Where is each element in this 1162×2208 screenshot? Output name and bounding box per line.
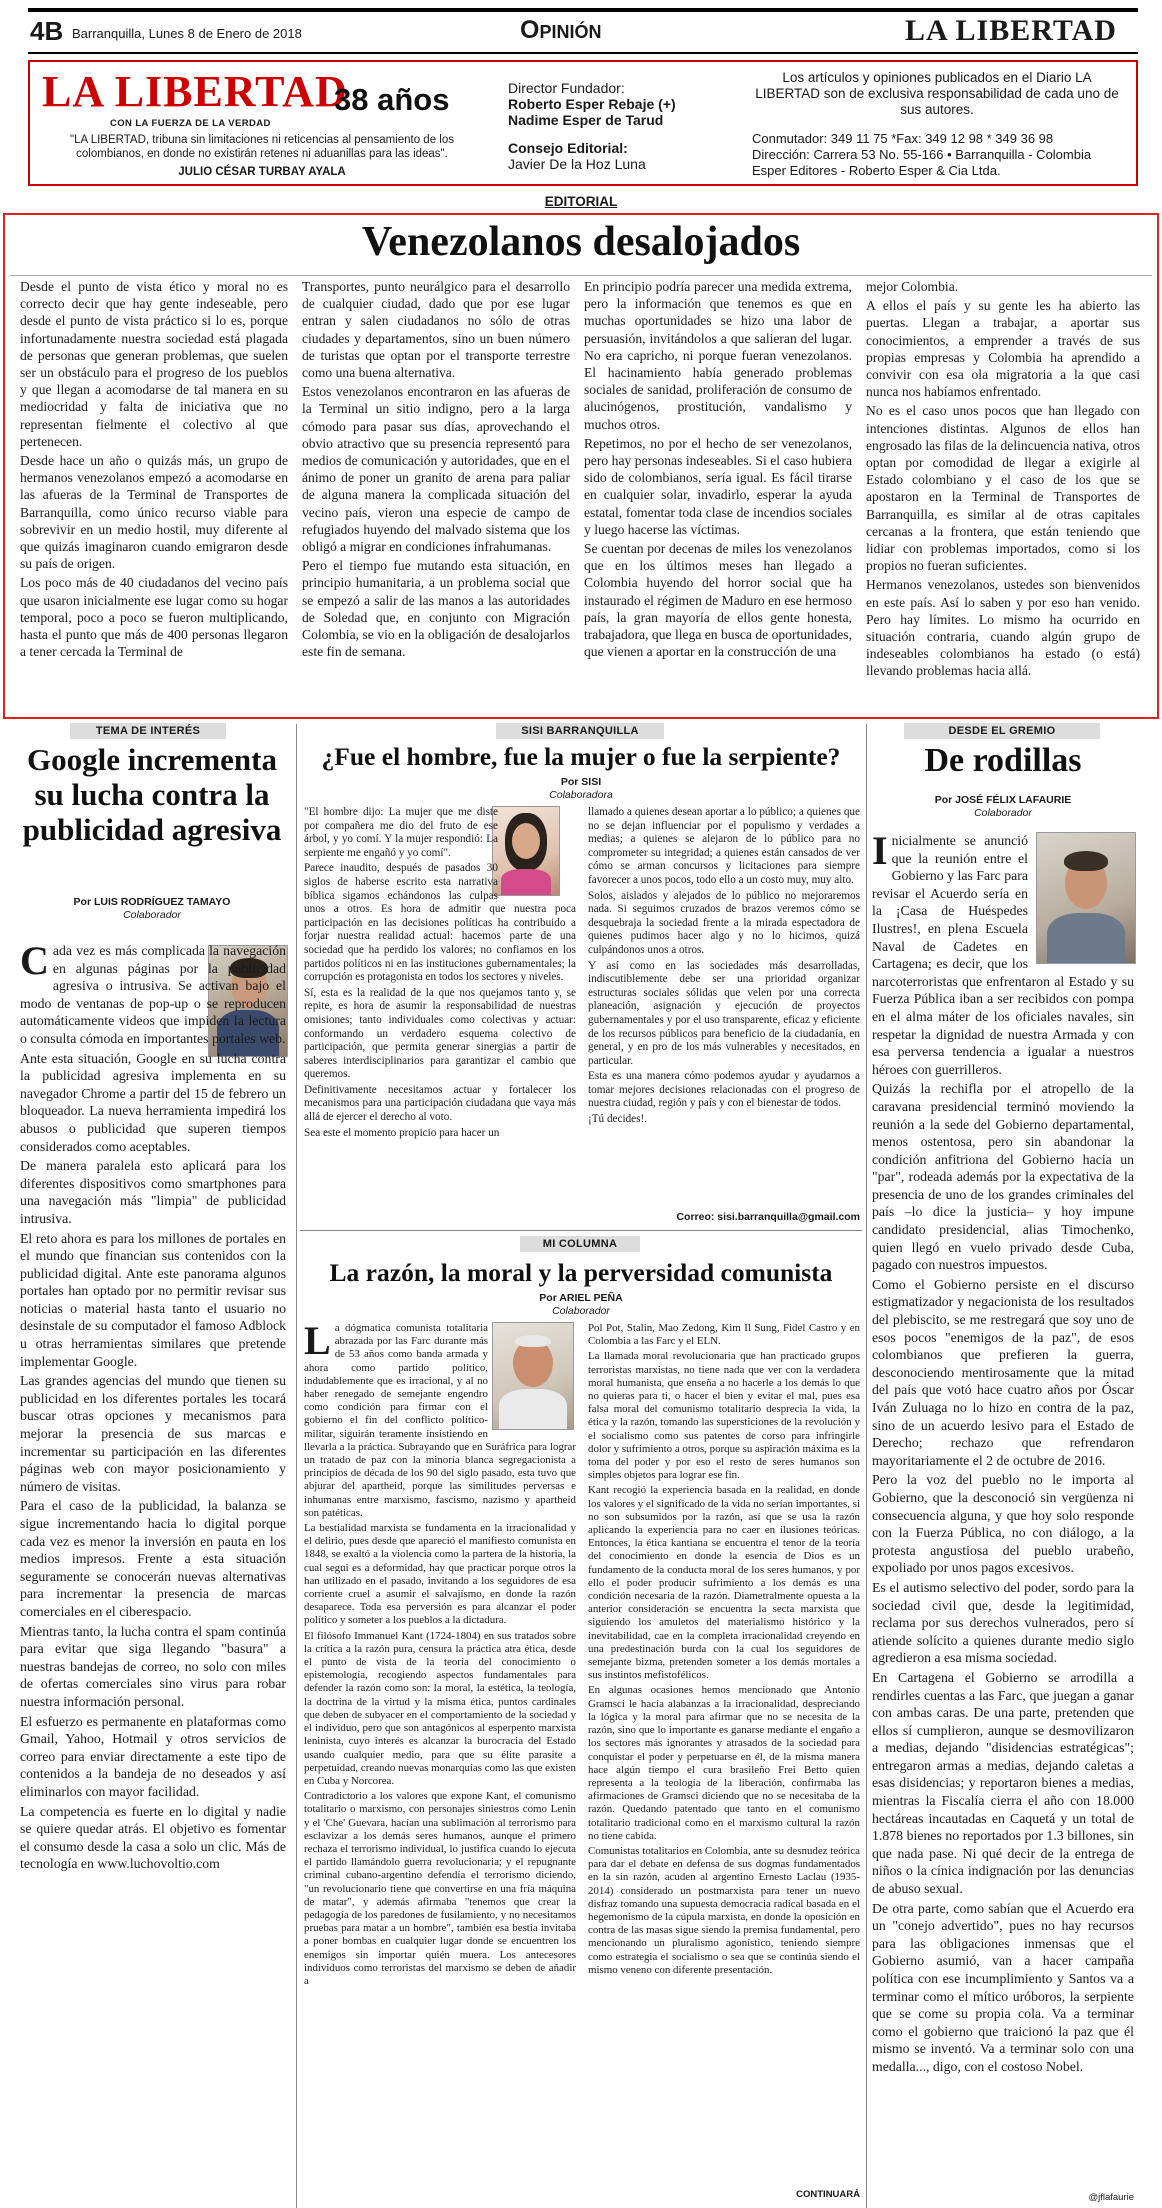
rodillas-tag: DESDE EL GREMIO bbox=[904, 723, 1100, 739]
editorial-paragraph: Se cuentan por decenas de miles los venezolanos que en los últimos meses han llegado a Colombia huyendo del horror social que ha instaurado el régimen de Maduro en ese hermoso país, la gran mayoría de ellos gente honesta, trabajadora, que llega en busca de oportunidades, que vienen a aportar en la construcción de una bbox=[584, 541, 852, 660]
editorial-column-2 bbox=[302, 278, 570, 712]
sisi-author: Por SISI bbox=[560, 776, 602, 788]
comunista-paragraph: a dógmatica comunista totalitaria abrazada por las Farc durante más de 53 años como banda armada y ahora como partido político, indudablemente que es irracional, y al no haber renegado de semejante engendro como condición para firmar con el gobierno el fin del conflicto político-militar, siguirán teramente insistiendo en llevarla a la práctica. Subrayando que en Suráfrica para lograr un tratado de paz con la minoría blanca segregacionista a principios de década de los 90 del siglo pasado, esta tuvo que abjurar del apartheid, porque las similitudes perversas e inhumanas entre marxismo, fascismo, nazismo y apartheid son patéticas. bbox=[304, 1322, 576, 1519]
address: Dirección: Carrera 53 No. 55-166 • Barranquilla - Colombia bbox=[752, 147, 1092, 162]
sisi-paragraph: Sí, esta es la realidad de la que nos quejamos tanto y, se repite, es hora de asumir la responsabilidad de nuestras omisiones; tanto individuales como colectivas y actuar: conformando un verdadero esquema colectivo de participación, que permita generar sinergias a partir de saberes interdisciplinarios para garantizar el cambio que queremos. bbox=[304, 986, 576, 1081]
sisi-paragraph: Definitivamente necesitamos actuar y fortalecer los mecanismos para una participación ciudadana que vaya más allá de ejercer el derecho al voto. bbox=[304, 1083, 576, 1124]
editorial-label: EDITORIAL bbox=[544, 194, 618, 209]
editorial-paragraph: mejor Colombia. bbox=[866, 279, 959, 294]
rodillas-author: Por JOSÉ FÉLIX LAFAURIE bbox=[934, 794, 1072, 806]
rodillas-handle: @jflafaurie bbox=[1088, 2192, 1134, 2203]
masthead-logo: LA LIBERTAD bbox=[42, 67, 348, 116]
masthead-quote-author: JULIO CÉSAR TURBAY AYALA bbox=[178, 166, 346, 178]
sisi-paragraph: Sea este el momento propicio para hacer un bbox=[304, 1126, 500, 1139]
google-paragraph: Para el caso de la publicidad, la balanza se sigue incrementando hacia lo digital porque cada vez es menor la inversión en pauta en los medios impresos. Frente a esta situación seguramente se conocerán nuevas alternativas para incrementar la presencia de marcas comerciales en el ciberespacio. bbox=[20, 1498, 286, 1619]
google-author: Por LUIS RODRÍGUEZ TAMAYO bbox=[73, 896, 231, 908]
google-role: Colaborador bbox=[123, 909, 181, 921]
comunista-paragraph: El filósofo Immanuel Kant (1724-1804) en sus tratados sobre la crítica a la razón pura, censura la práctica atra ética, desde el punto de vista de la teoría del conocimiento o epistemología, recogiendo aspectos fundamentales para defender la razón como son: la moral, la estética, la teología, la doctrina de la virtud y la misma ética, puntos cardinales que deben de subyacer en el comportamiento de la sociedad y el individuo, pero que son antagónicos al esperpento marxista leninista, cuyo interés es alcanzar la burocracia del Estado usando cualquier medio, para que su élite parasite a perpetuidad, creando nuevas monarquías como las que existen en Cuba y Norcorea. bbox=[304, 1629, 576, 1787]
comunista-paragraph: En algunas ocasiones hemos mencionado que Antonio Gramsci le hacía alabanzas a la irracionalidad, despreciando la lógica y la moral para afirmar que no se necesita de la razón, sino que lo importante es ganarse mediante el engaño a los sectores más ignorantes y atrasados de la sociedad para conquistar el poder y perpetuarse en él, de la misma manera hace algún tiempo el cura brasileño Frei Betto quien representa a la teología de la liberación, confirmaba las afirmaciones de Gramsci diciendo que no se necesitaba de la razón. Quedando patentado que tanto en el comunismo totalitario tradicional como en el marxismo cultural la razón no tiene cabida. bbox=[588, 1684, 860, 1842]
header-rule bbox=[28, 52, 1138, 54]
column-divider-left bbox=[296, 724, 297, 2208]
sisi-paragraph: llamado a quienes desean aportar a lo público; a quienes que no se dejan influenciar por el populismo y verdades a medias; a quienes se alejaron de lo público para no comprometer su integridad; a quienes están cansados de ver cómo se arman concursos y licitaciones para siempre favorecer a unos pocos, todo ello a un costo muy, muy alto. bbox=[588, 806, 860, 886]
editorial-paragraph: Desde el punto de vista ético y moral no es correcto decir que hay gente indeseable, pero desde el punto de vista práctico si lo es, porque infortunadamente nuestra sociedad está plagada de personas que generan problemas, que suelen ser un obstáculo para el progreso de los pueblos y que llegan a acomodarse de tal manera en su mediocridad y falta de iniciativa que no representan fielmente el colectivo al que pertenecen. bbox=[20, 279, 288, 449]
masthead-slogan: CON LA FUERZA DE LA VERDAD bbox=[110, 118, 271, 129]
editorial-paragraph: Estos venezolanos encontraron en las afueras de la Terminal un sitio indigno, pero a la larga cómodo para pasar sus días, aprovechando el obvio atractivo que su presencia representó para medios de comunicación y autoridades, que en el ánimo de poner un granito de arena para paliar de alguna manera la complicada situación del vecino país, vieron una especie de campo de refugiados huyendo del malvado sistema que los obligó a migrar en condiciones infrahumanas. bbox=[302, 384, 570, 555]
google-paragraph: El esfuerzo es permanente en plataformas como Gmail, Yahoo, Hotmail y otros servicios de correo para enviar directamente a este tipo de contenidos a la bandeja de no deseados y así eliminarlos con mayor facilidad. bbox=[20, 1713, 286, 1799]
editorial-paragraph: Desde hace un año o quizás más, un grupo de hermanos venezolanos empezó a acomodarse en las afueras de la Terminal de Transportes de Barranquilla, como único recurso viable para sobrevivir en un medio hostil, muy diferente al que quizás imaginaron cuando emigraron desde su país de origen. bbox=[20, 453, 288, 572]
center-divider bbox=[300, 1230, 862, 1231]
rodillas-title: De rodillas bbox=[924, 742, 1082, 779]
sisi-tag: SISI BARRANQUILLA bbox=[496, 723, 664, 739]
google-body bbox=[20, 942, 286, 2202]
google-paragraph: De manera paralela esto aplicará para los diferentes dispositivos como smartphones para una navegación más "limpia" de publicidad intrusiva. bbox=[20, 1158, 286, 1226]
section-name: Opinión bbox=[520, 16, 602, 44]
director-name-1: Roberto Esper Rebaje (+) bbox=[508, 96, 676, 112]
google-paragraph: La competencia es fuerte en lo digital y nadie se quiere quedar atrás. El objetivo es fomentar el consumo desde la casa a solo un clic. Más de tecnología en www.luchovoltio.com bbox=[20, 1803, 286, 1872]
director-name-2: Nadime Esper de Tarud bbox=[508, 112, 664, 128]
sisi-column-1 bbox=[304, 806, 576, 1226]
rodillas-paragraph: nicialmente se anunció que la reunión entre el Gobierno y las Farc para revisar el Acuerdo sería en la ¡Casa de Huéspedes Ilustres!, en plena Escuela Naval de Cadetes en Cartagena; es decir, que los narcoterroristas que enfrentaron al Estado y su Fuerza Pública iban a ser recibidos con pompa en el alma máter de los oficiales navales, sin respetar la dignidad de nuestra Armada y con esa perversa tendencia a igualar a nuestros héroes con guerrilleros. bbox=[872, 833, 1134, 1077]
sisi-role: Colaboradora bbox=[549, 789, 613, 801]
sisi-paragraph: Esta es una manera cómo podemos ayudar y ayudarnos a tomar mejores decisiones relacionadas con el progreso de nuestra ciudad, región y país y con el bienestar de todos. bbox=[588, 1070, 860, 1110]
paper-name: LA LIBERTAD bbox=[905, 14, 1117, 47]
sisi-paragraph: Solos, aislados y alejados de lo público no mejoraremos nada. Si seguimos cruzados de brazos veremos cómo se desquebraja la sociedad frente a la mirada espectadora de quienes pudimos hacer algo y no lo hicimos, quizá culpándonos unos a otros. bbox=[588, 889, 860, 956]
editorial-column-1 bbox=[20, 278, 288, 712]
editorial-paragraph: Pero el tiempo fue mutando esta situación, en principio humanitaria, a un problema social que se empezó a salir de las manos a las autoridades de Soledad que, en conjunto con Migración Colombia, se vio en la obligación de desalojarlos este fin de semana. bbox=[302, 558, 570, 660]
switchboard: Conmutador: 349 11 75 *Fax: 349 12 98 * 349 36 98 bbox=[752, 131, 1054, 146]
google-paragraph: Ante esta situación, Google en su lucha contra la publicidad agresiva implementa en su navegador Chrome a partir del 15 de febrero un bloqueador. La nueva herramienta impedirá los abusos o publicidad que superen tiempos considerados como aceptables. bbox=[20, 1050, 286, 1154]
comunista-title: La razón, la moral y la perversidad comunista bbox=[329, 1258, 833, 1287]
google-paragraph: Las grandes agencias del mundo que tienen su publicidad en los diferentes portales les tocará buscar otras opciones y mecanismos para mejorar la presencia de sus marcas e incrementar su participación en las diferentes páginas web con mayor posicionamiento y número de visitas. bbox=[20, 1373, 286, 1494]
masthead-years: 38 años bbox=[334, 82, 450, 117]
google-tag: TEMA DE INTERÉS bbox=[70, 723, 226, 739]
google-paragraph: El reto ahora es para los millones de portales en el mundo que financian sus contenidos con la publicidad digital. Ante este panorama algunos portales han optado por no permitir revisar sus noticias o material hasta tanto el usuario no desinstale de su computador el famoso Adblock u otras herramientas similares que pretende implementar Google. bbox=[20, 1230, 286, 1369]
sisi-title: ¿Fue el hombre, fue la mujer o fue la serpiente? bbox=[321, 742, 841, 771]
comunista-tag: MI COLUMNA bbox=[520, 1236, 640, 1252]
rodillas-role: Colaborador bbox=[974, 807, 1032, 819]
editorial-column-4 bbox=[866, 278, 1140, 712]
rodillas-paragraph: Como el Gobierno persiste en el discurso estigmatizador y negacionista de los resultados del plebiscito, se me restregará que soy uno de esos pocos "enemigos de la paz", de esos colombianos que prefieren la guerra, desconociendo mentirosamente que la mitad del país que votó hace cuatro años por Óscar Iván Zuluaga no lo hizo en contra de la paz, sino de un acuerdo lesivo para el Estado de Derecho; rechazo que refrendaron mayoritariamente el 2 de octubre de 2016. bbox=[872, 1276, 1134, 1468]
google-title: Google incrementa su lucha contra la publicidad agresiva bbox=[22, 742, 282, 847]
council-label: Consejo Editorial: bbox=[508, 140, 628, 156]
top-rule bbox=[28, 8, 1138, 12]
comunista-role: Colaborador bbox=[552, 1305, 610, 1317]
google-dropcap: C bbox=[20, 942, 49, 983]
comunista-paragraph: La llamada moral revolucionaria que han practicado grupos terroristas marxistas, no tiene nada que ver con la verdadera moral humanista, que enseña a no hacerle a los demás lo que no quieras para ti, o hacer el bien y evitar el mal, pues esa falsa moral del comunismo totalitario desprecia la vida, la ética y la razón, tomando las supersticiones de la revolución y el socialismo como sus patentes de corso para infringirle dolor y sufrimiento a otros, porque su aspiración máxima es la toma del poder y por eso el resto de seres humanos son simples objetos para lograr ese fin. bbox=[588, 1350, 860, 1482]
sisi-column-2 bbox=[588, 806, 860, 1210]
sisi-paragraph: "El hombre dijo: La mujer que me diste por compañera me dio del fruto de ese árbol, y yo comí. Y la mujer respondió: La serpiente me engañó y yo comí". bbox=[304, 806, 498, 859]
comunista-column-1 bbox=[304, 1322, 576, 2202]
comunista-paragraph: Comunistas totalitarios en Colombia, ante su desnudez teórica para dar el debate en defensa de sus dogmas fundamentados en la sin razón, acuden al argentino Ernesto Laclau (1935-2014) considerado un postmarxista para tener un nuevo disfraz tomando una supuesta democracia radical basada en el hegemonismo de la cúpula marxista, en donde la oposición en contra de las masas sigue siendo la premisa fundamental, pero mencionando un pluralismo agonístico, teniendo siempre como estrategia el socialismo o sea que se continúa siendo el mismo veneno con diferente presentación. bbox=[588, 1844, 860, 1976]
page-number: 4B bbox=[30, 16, 64, 46]
editorial-paragraph: Los poco más de 40 ciudadanos del vecino país que usaron inicialmente ese lugar como su hogar temporal, poco a poco se fueron multiplicando, hasta el punto que más de 400 personas llegaron a tener cercada la Terminal de bbox=[20, 575, 288, 660]
editorial-paragraph: En principio podría parecer una medida extrema, pero la información que tenemos es que en muchas oportunidades se hizo una labor de persuasión, invitándolos a que salieran del lugar. No era capricho, ni porque fueran venezolanos. El hacinamiento había generado problemas sociales de sanidad, proliferación de consumo de alucinógenos, prostitución, vandalismo y muchos otros. bbox=[584, 279, 852, 432]
sisi-paragraph: Y así como en las sociedades más desarrolladas, indiscutiblemente debe ser una prioridad organizar estructuras sociales sólidas que velen por una correcta planeación, asignación y ejecución de proyectos gubernamentales y por el uso transparente, eficaz y eficiente de los recursos públicos para beneficio de la ciudadanía, en general, y en pro de los más vulnerables y necesitados, en particular. bbox=[588, 959, 860, 1067]
comunista-author: Por ARIEL PEÑA bbox=[539, 1292, 623, 1304]
continue-label: CONTINUARÁ bbox=[796, 2189, 860, 2200]
editorial-title-rule bbox=[10, 275, 1152, 276]
editorial-paragraph: Transportes, punto neurálgico para el desarrollo de cualquier ciudad, dado que por ese lugar entran y salen ciudadanos no sólo de otras ciudades y departamentos, sino un buen número de turistas que optan por el transporte terrestre como una buena alternativa. bbox=[302, 279, 570, 381]
rodillas-paragraph: Es el autismo selectivo del poder, sordo para la sociedad civil que, desde la legitimidad, reclama por sus derechos vulnerados, pero sí atiende solícito a quienes durante medio siglo agredieron a esa misma sociedad. bbox=[872, 1579, 1134, 1666]
rodillas-dropcap: I bbox=[872, 832, 888, 873]
rodillas-paragraph: Quizás la rechifla por el atropello de la caravana presidencial terminó moviendo la reunión a la sede del Gobierno departamental, menos ostentosa, pero sin abandonar la condición anfitriona del Gobierno hacia un "par", rodeada además por la expectativa de la presencia de uno de los grandes criminales del país –lo dice la justicia– y hoy impune candidato presidencial, alias Timochenko, quien llegó en vuelo privado desde Cuba, pagado con nuestros impuestos. bbox=[872, 1081, 1134, 1273]
editorial-paragraph: A ellos el país y su gente les ha abierto las puertas. Llegan a trabajar, a aportar sus conocimientos, a emprender a través de sus propias empresas y Colombia ha aprendido a convivir con esa ola migratoria a la que casi nunca nos habíamos enfrentado. bbox=[866, 298, 1140, 400]
sisi-email: Correo: sisi.barranquilla@gmail.com bbox=[676, 1211, 860, 1223]
google-paragraph: Mientras tanto, la lucha contra el spam continúa para evitar que siga llegando "basura" a nuestras bandejas de correo, no solo con miles de ofertas comerciales sino virus para robar nuestra información personal. bbox=[20, 1623, 286, 1709]
publisher: Esper Editores - Roberto Esper & Cia Ltda. bbox=[752, 163, 1001, 178]
editorial-column-3 bbox=[584, 278, 852, 712]
editorial-paragraph: Hermanos venezolanos, ustedes son bienvenidos en este país. Así lo saben y por eso han venido. Pero hay límites. Lo mismo ha ocurrido en situación contraria, cuando algún grupo de indeseables colombianos ha estado (o está) llevando problemas hacia allá. bbox=[866, 577, 1140, 679]
sisi-paragraph: ¡Tú decides!. bbox=[588, 1113, 648, 1126]
disclaimer: Los artículos y opiniones publicados en el Diario LA LIBERTAD son de exclusiva responsabilidad de cada uno de sus autores. bbox=[755, 70, 1119, 117]
masthead-quote: "LA LIBERTAD, tribuna sin limitaciones ni reticencias al pensamiento de los colombianos, en donde no existirán retenes ni aduanillas para las ideas". bbox=[70, 134, 454, 160]
comunista-paragraph: Contradictorio a los valores que expone Kant, el comunismo totalitario o marxismo, con personajes siniestros como Lenin y el 'Che' Guevara, hacían una sublimación al terrorismo para esclavizar a los demás seres humanos, aunque el primero rechaza el terrorismo individual, lo justifica cuando lo ejecuta el partido llamándolo guerra revolucionaria; y el repugnante criminal cubano-argentino defendía el terrorismo diciendo, "un revolucionario tiene que convertirse en una fría máquina de matar", y además afirmaba "tenemos que crear la pedagogía de los paredones de fusilamiento, y no necesitamos pruebas para matar a un hombre", también esa bestia invitaba a poner bombas en cualquier lugar donde se encuentren los enemigos sin importar quién muera. Los antecesores individuos como terroristas del marxismo se deben de añadir a bbox=[304, 1790, 576, 1987]
comunista-paragraph: Pol Pot, Stalin, Mao Zedong, Kim Il Sung, Fidel Castro y en Colombia a las Farc y el ELN. bbox=[588, 1322, 860, 1348]
rodillas-paragraph: Pero la voz del pueblo no le importa al Gobierno, que la desconoció sin vergüenza ni consecuencia alguna, y que hoy solo responde con la Fuerza Pública, no con diálogo, a la protesta angustiosa del pueblo urabeño, expoliado por unos pagos excesivos. bbox=[872, 1472, 1134, 1576]
comunista-dropcap: L bbox=[304, 1322, 331, 1363]
editorial-paragraph: Repetimos, no por el hecho de ser venezolanos, pero hay personas indeseables. Si el caso hubiera sido de colombianos, sería igual. Es fácil tirarse en cualquier solar, invadirlo, esperar la ayuda estatal, fomentar toda clase de incendios sociales y luego hacerse las víctimas. bbox=[584, 435, 852, 537]
dateline: Barranquilla, Lunes 8 de Enero de 2018 bbox=[72, 26, 302, 41]
council-name: Javier De la Hoz Luna bbox=[508, 156, 646, 172]
rodillas-paragraph: De otra parte, como sabían que el Acuerdo era un "conejo advertido", pues no hay recursos para las obligaciones inmensas que el Gobierno asumió, van a hacer campaña política con ese incumplimiento y Santos va a terminar como el mítico uróboros, la serpiente que se come su propia cola. Va a terminar como el gobierno que traicionó la paz que él mismo se inventó. Va a terminar solo con una medalla..., digo, con el costoso Nobel. bbox=[872, 1900, 1134, 2074]
editorial-title: Venezolanos desalojados bbox=[361, 219, 801, 265]
google-paragraph: ada vez es más complicada la navegación en algunas páginas por la publicidad agresiva o intrusiva. Se activan bajo el modo de ventanas de pop-up o se reproducen automáticamente videos que impiden la lectura o consulta cómoda en importantes portales web. bbox=[20, 943, 286, 1046]
column-divider-right bbox=[866, 724, 867, 2208]
editorial-paragraph: No es el caso unos pocos que han llegado con intenciones distintas. Algunos de ellos han engrosado las filas de la delincuencia nativa, otros optan por comodidad de llegar a exigirle al Estado colombiano y el caso de los que se apostaron en la Terminal de Transportes de Barranquilla, es similar al de otras capitales cercanas a la frontera, que están teniendo que lidiar con problemas importados, como si los propios no fueran suficientes. bbox=[866, 403, 1140, 574]
sisi-paragraph: Parece inaudito, después de pasados 30 siglos de haberse escrito esta narrativa bíblica sigamos echándonos las culpas unos a otros. Es hora de admitir que nuestra poca participación en las decisiones políticas ha contribuido a forjar nuestra realidad actual: hacemos parte de una sociedad que ha perdido los valores; no confiamos en los partidos políticos ni en las instituciones gubernamentales; la corrupción es protagonista en todos los sectores y niveles. bbox=[304, 862, 576, 984]
rodillas-body bbox=[872, 832, 1134, 2190]
director-label: Director Fundador: bbox=[508, 80, 625, 96]
comunista-column-2 bbox=[588, 1322, 860, 2184]
comunista-paragraph: Kant recogió la experiencia basada en la realidad, en donde los valores y el significado de la vida no serían importantes, si no son subsumidos por la razón, así que se usa la razón aplicando la experiencia para no caer en ilusiones teóricas. Entonces, la ética kantiana se encuentra el tenor de la teoría del conocimiento en donde la esencia de Dios es un fundamento de la conducta moral de los seres humanos, y por ello el poder producir sufrimiento a los demás es una condición necesaria de la razón. Diametralmente opuesta a la anterior consideración se encuentra la secta marxista que siguiendo los amuletos del materialismo histórico y la inevitabilidad, cae en la completa irracionalidad creyendo en una predestinación burda con la cual los seguidores de semejante bizma, pretenden someter a los demás mortales a sus instintos mefistofélicos. bbox=[588, 1484, 860, 1682]
comunista-paragraph: La bestialidad marxista se fundamenta en la irracionalidad y el delirio, pues desde que apareció el manifiesto comunista en 1848, se exaltó a la violencia como la partera de la historia, la cual segui es a deformidad, hay que practicar porque otros la han utilizado en el pasado, invitando a los seguidores de esa corriente cruel a asumir el salvajismo, en donde la razón desaparece. Toda esa perversión es para alcanzar el poder político y someter a los pueblos a la dictadura. bbox=[304, 1522, 576, 1627]
rodillas-paragraph: En Cartagena el Gobierno se arrodilla a rendirles cuentas a las Farc, que juegan a ganar con ambas caras. De una parte, pretenden que ellos sí cumplieron, aunque se desmovilizaron a medias, dejando "disidencias estratégicas"; entregaron armas a medias, dejando caletas a esas disidencias; y reportaron bienes a medias, mientras la Fiscalía cierra el año con 18.000 hectáreas incautadas en Caquetá y un total de 1.878 bienes no reportados por 1.3 billones, sin que nada pase. Ni qué decir de la entrega de niños o la cínica indignación por las denuncias de abuso sexual. bbox=[872, 1669, 1134, 1897]
